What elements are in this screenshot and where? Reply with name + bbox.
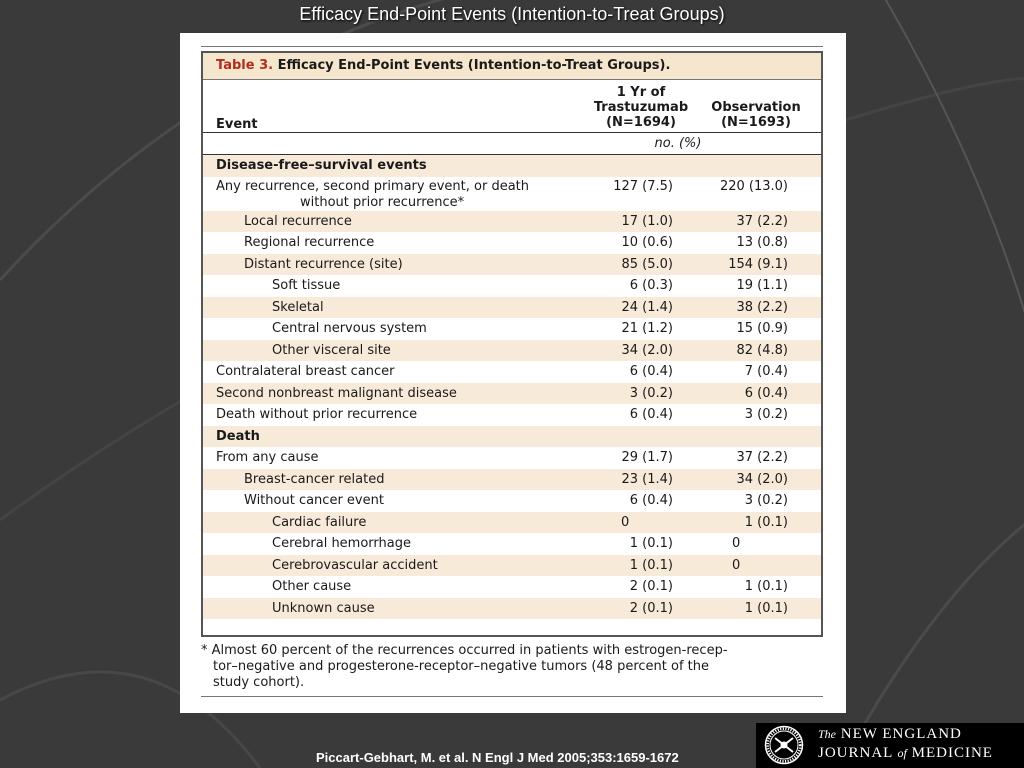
table-image [180, 33, 846, 713]
trastuzumab-value: 6 (0.4) [629, 407, 673, 422]
row-label: Regional recurrence [244, 235, 375, 250]
observation-value: 15 (0.9) [736, 321, 788, 336]
trastuzumab-value: 1 (0.1) [629, 557, 673, 573]
row-label: Without cancer event [244, 493, 384, 508]
observation-value: 3 (0.2) [744, 493, 788, 508]
header-event: Event [216, 117, 258, 132]
trastuzumab-value: 2 (0.1) [629, 579, 673, 594]
trastuzumab-value: 29 (1.7) [621, 450, 673, 465]
units-row: no. (%) [203, 133, 821, 155]
table-row [203, 340, 821, 362]
trastuzumab-value: 10 (0.6) [621, 235, 673, 250]
logo-journal: JOURNAL [818, 745, 893, 761]
trastuzumab-value: 1 (0.1) [629, 536, 673, 551]
logo-new-england: NEW ENGLAND [840, 726, 962, 742]
observation-value: 1 (0.1) [744, 579, 788, 594]
logo-line2 [818, 745, 993, 762]
table-number: Table 3. [216, 58, 274, 73]
trastuzumab-value: 6 (0.4) [629, 364, 673, 379]
trastuzumab-value: 127 (7.5) [613, 178, 673, 194]
table-row [203, 155, 821, 177]
row-label: Cardiac failure [272, 514, 367, 530]
table-row [203, 232, 821, 254]
footnote-line2: tor–negative and progesterone-receptor–negative tumors (48 percent of the [213, 659, 710, 674]
table-row [203, 383, 821, 405]
table-row [203, 598, 821, 620]
observation-value: 0 [732, 536, 741, 551]
row-label: Soft tissue [272, 278, 341, 293]
logo-of: of [897, 746, 907, 760]
footnote-line1: * Almost 60 percent of the recurrences occurred in patients with estrogen-recep- [201, 643, 728, 658]
header-col1-line3: (N=1694) [606, 115, 676, 130]
table-row [203, 512, 821, 534]
row-label: Other visceral site [272, 342, 391, 358]
row-label: Cerebrovascular accident [272, 557, 438, 573]
observation-value: 13 (0.8) [736, 235, 788, 250]
table-row [203, 211, 821, 233]
header-trastuzumab [586, 85, 696, 130]
row-label: Unknown cause [272, 600, 375, 616]
table-row [203, 297, 821, 319]
slide-title: Efficacy End-Point Events (Intention-to-Treat Groups) [299, 4, 725, 24]
observation-value: 220 (13.0) [719, 178, 788, 194]
logo-medicine: MEDICINE [911, 745, 993, 761]
observation-value: 19 (1.1) [736, 278, 788, 293]
row-label-line2: without prior recurrence* [300, 194, 465, 210]
efficacy-table [201, 51, 823, 637]
logo-line1 [818, 726, 962, 743]
section-heading: Disease-free–survival events [216, 158, 427, 173]
observation-value: 6 (0.4) [744, 385, 788, 401]
trastuzumab-value: 0 [621, 514, 630, 530]
trastuzumab-value: 17 (1.0) [621, 213, 673, 229]
table-row [203, 490, 821, 512]
footnote-line3: study cohort). [213, 675, 305, 690]
row-label-line1: Any recurrence, second primary event, or death [216, 178, 530, 194]
observation-value: 3 (0.2) [744, 407, 788, 422]
table-row [203, 447, 821, 469]
top-rule [201, 46, 823, 47]
table-row [203, 555, 821, 577]
row-label: From any cause [216, 450, 319, 465]
row-label: Second nonbreast malignant disease [216, 385, 457, 401]
header-col1-line1: 1 Yr of [616, 85, 666, 100]
row-label: Distant recurrence (site) [244, 256, 403, 272]
bottom-rule [201, 696, 823, 697]
citation: Piccart-Gebhart, M. et al. N Engl J Med 2005;353:1659-1672 [316, 750, 679, 765]
header-col2-line1: Observation [711, 100, 801, 115]
seal-icon [764, 725, 804, 765]
table-footnote [201, 643, 821, 691]
table-row [203, 426, 821, 448]
table-row [203, 404, 821, 426]
observation-value: 7 (0.4) [744, 364, 788, 379]
observation-value: 1 (0.1) [744, 600, 788, 616]
row-label: Other cause [272, 579, 352, 594]
observation-value: 154 (9.1) [728, 256, 788, 272]
nejm-logo [756, 723, 1024, 768]
observation-value: 0 [732, 557, 741, 573]
trastuzumab-value: 6 (0.4) [629, 493, 673, 508]
table-row [203, 254, 821, 276]
row-label: Contralateral breast cancer [216, 364, 395, 379]
header-col2-line2: (N=1693) [721, 115, 791, 130]
trastuzumab-value: 21 (1.2) [621, 321, 673, 336]
table-caption [203, 53, 821, 80]
table-row [203, 533, 821, 555]
table-row [203, 177, 821, 211]
observation-value: 37 (2.2) [736, 450, 788, 465]
table-row [203, 318, 821, 340]
row-label: Cerebral hemorrhage [272, 536, 411, 551]
trastuzumab-value: 2 (0.1) [629, 600, 673, 616]
observation-value: 82 (4.8) [736, 342, 788, 358]
trastuzumab-value: 3 (0.2) [629, 385, 673, 401]
logo-the: The [818, 727, 836, 741]
table-row [203, 576, 821, 598]
row-label [216, 179, 529, 211]
header-col1-line2: Trastuzumab [593, 100, 689, 115]
trastuzumab-value: 24 (1.4) [621, 299, 673, 315]
table-row [203, 361, 821, 383]
row-label: Breast-cancer related [244, 471, 385, 487]
observation-value: 38 (2.2) [736, 299, 788, 315]
observation-value: 34 (2.0) [736, 471, 788, 487]
trastuzumab-value: 23 (1.4) [621, 471, 673, 487]
row-label: Central nervous system [272, 321, 427, 336]
observation-value: 1 (0.1) [744, 514, 788, 530]
row-label: Death without prior recurrence [216, 407, 418, 422]
table-caption-text: Efficacy End-Point Events (Intention-to-Treat Groups). [277, 58, 671, 73]
trastuzumab-value: 6 (0.3) [629, 278, 673, 293]
row-label: Local recurrence [244, 213, 352, 229]
table-row [203, 275, 821, 297]
row-label: Skeletal [272, 299, 324, 315]
observation-value: 37 (2.2) [736, 213, 788, 229]
trastuzumab-value: 85 (5.0) [621, 256, 673, 272]
header-observation [701, 100, 811, 130]
table-row [203, 469, 821, 491]
section-heading: Death [216, 428, 260, 444]
table-header [203, 80, 821, 133]
trastuzumab-value: 34 (2.0) [621, 342, 673, 358]
